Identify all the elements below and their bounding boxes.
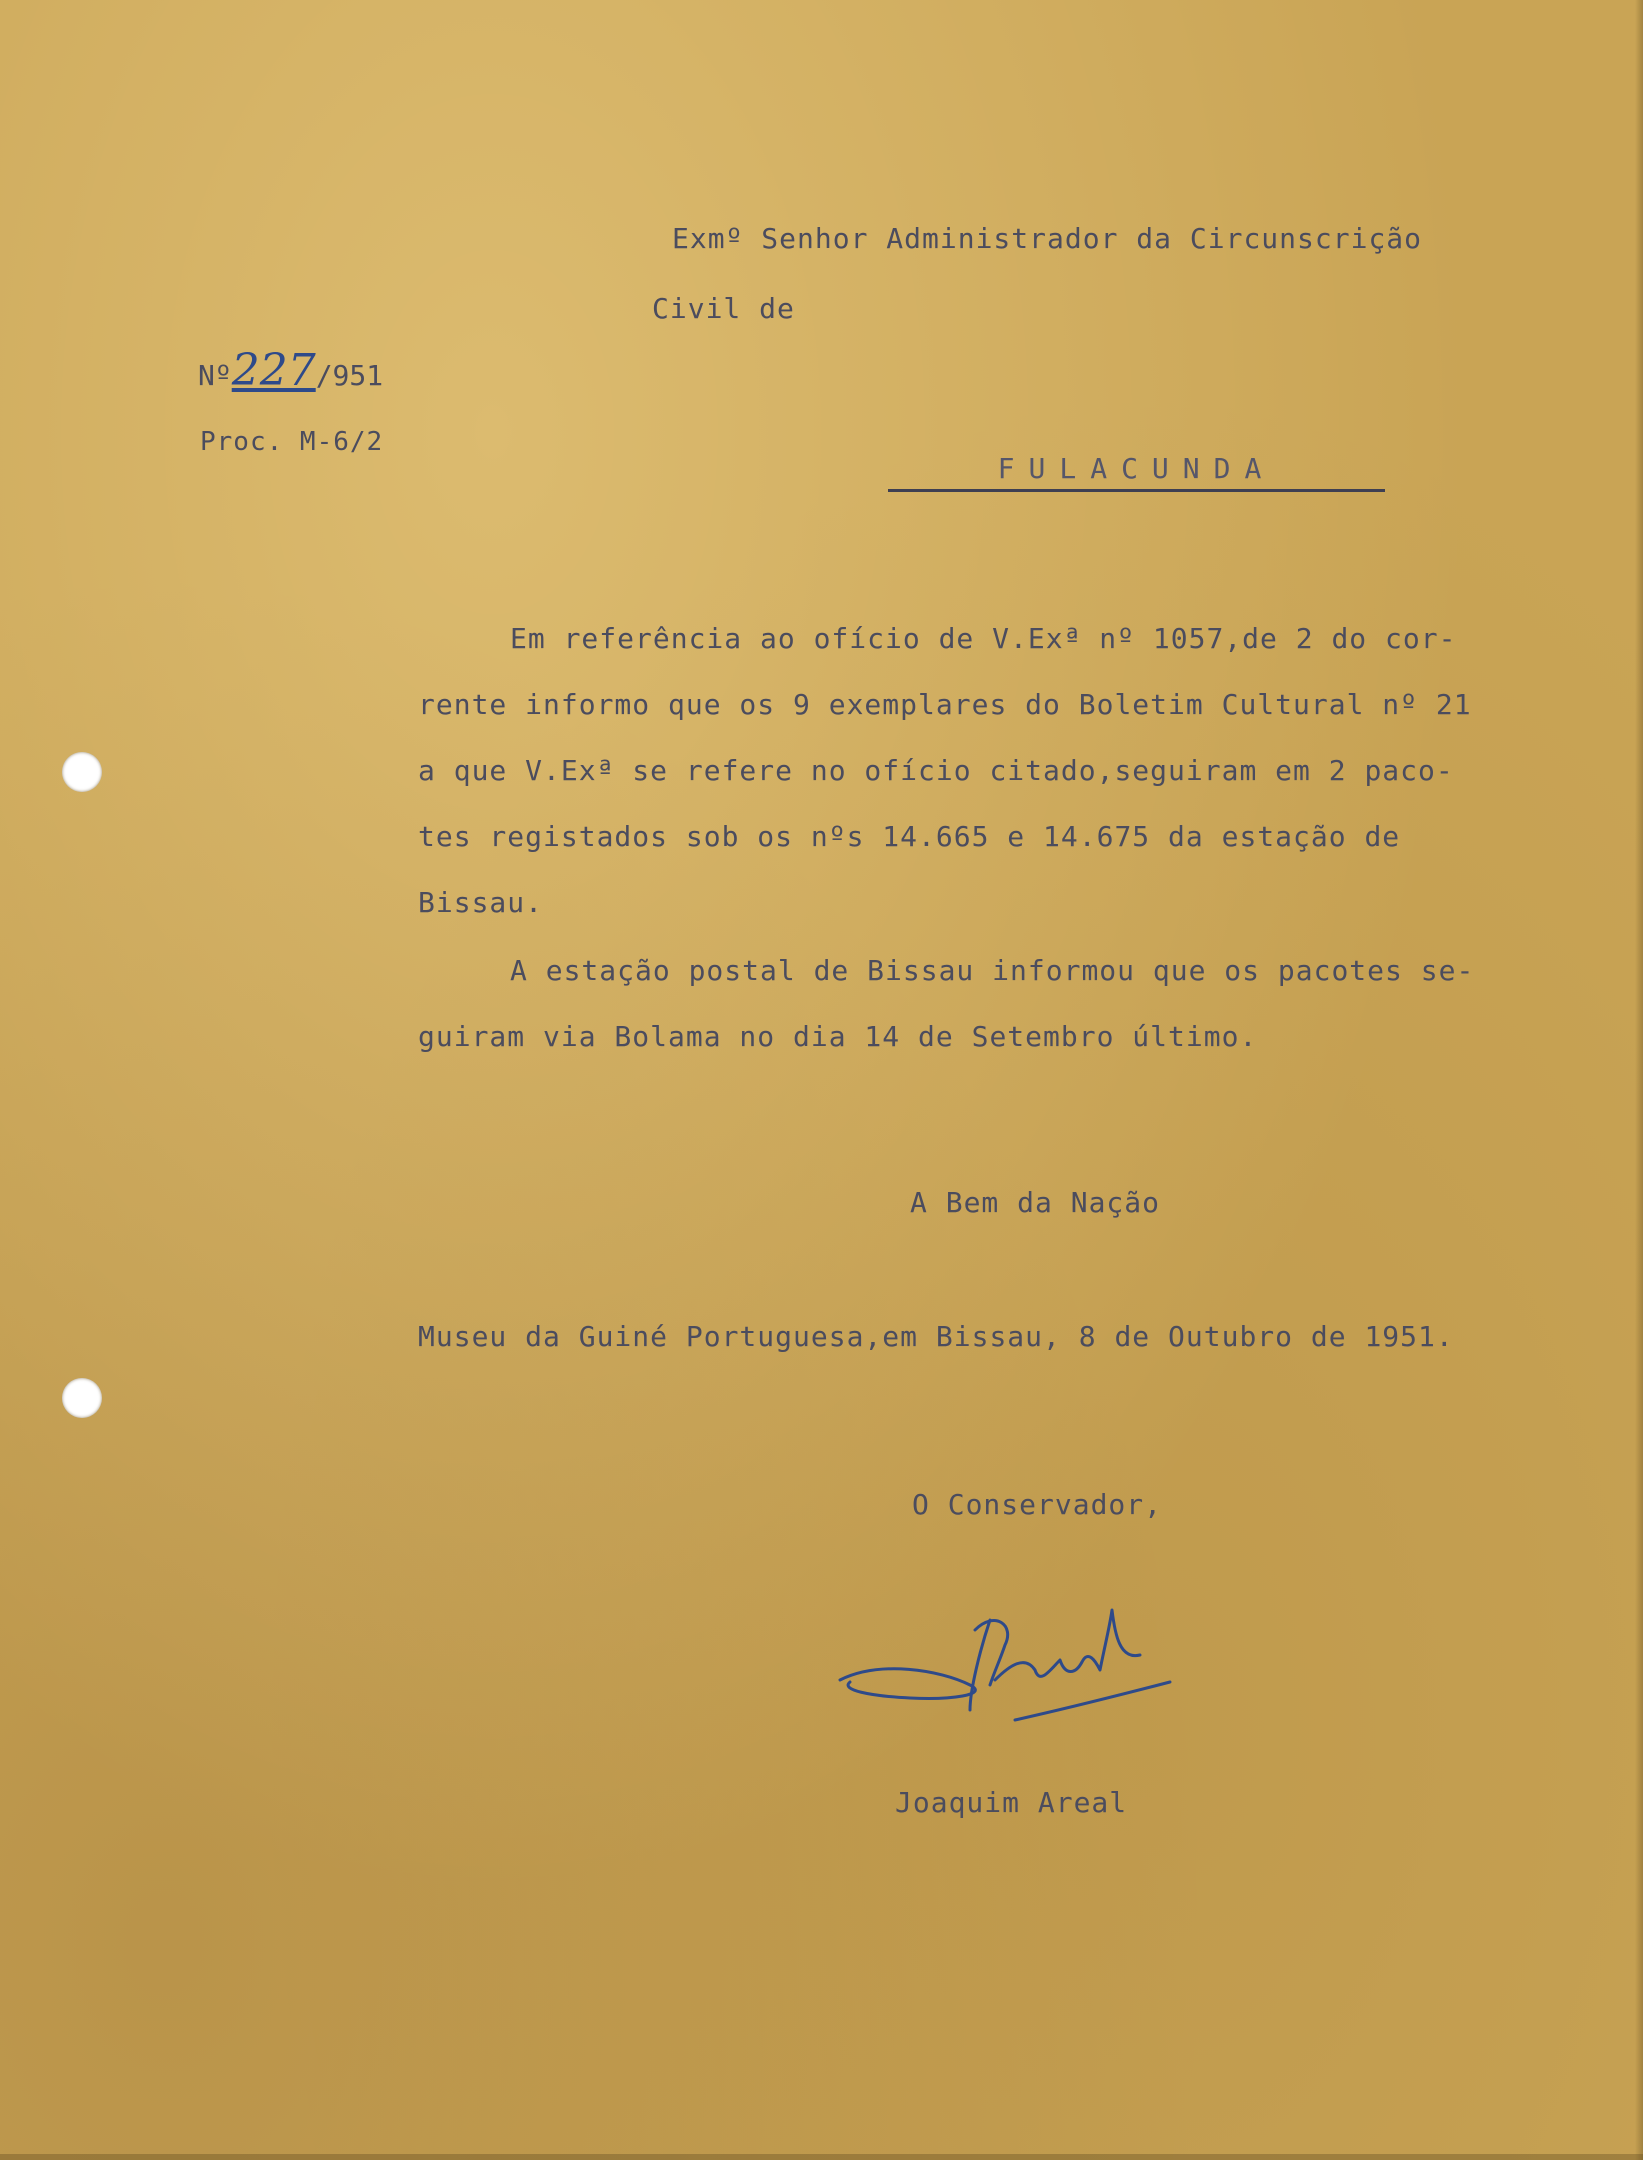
destination-place: FULACUNDA — [888, 452, 1385, 492]
punch-hole-top — [62, 752, 102, 792]
body-line-2: rente informo que os 9 exemplares do Boletim Cultural nº 21 — [418, 688, 1472, 721]
addressee-line-2: Civil de — [652, 292, 795, 325]
body-line-5: Bissau. — [418, 886, 544, 919]
addressee-line-1: Exmº Senhor Administrador da Circunscrição — [672, 222, 1423, 255]
body-line-7: guiram via Bolama no dia 14 de Setembro último. — [418, 1020, 1258, 1053]
reference-prefix: Nº — [198, 359, 232, 392]
page-edge-shadow — [1635, 0, 1643, 2160]
body-line-4: tes registados sob os nºs 14.665 e 14.675 da estação de — [418, 820, 1401, 853]
page-bottom-shadow — [0, 2154, 1643, 2160]
body-line-6: A estação postal de Bissau informou que os pacotes se- — [510, 954, 1475, 987]
punch-hole-bottom — [62, 1378, 102, 1418]
signatory-name: Joaquim Areal — [895, 1786, 1128, 1819]
place-and-date: Museu da Guiné Portuguesa,em Bissau, 8 de Outubro de 1951. — [418, 1320, 1454, 1353]
signatory-title: O Conservador, — [912, 1488, 1163, 1521]
process-reference: Proc. M-6/2 — [200, 427, 384, 457]
closing-salutation: A Bem da Nação — [910, 1186, 1161, 1219]
handwritten-signature — [820, 1590, 1180, 1740]
reference-year: /951 — [315, 359, 384, 392]
reference-number — [198, 345, 383, 396]
body-line-3: a que V.Exª se refere no ofício citado,seguiram em 2 paco- — [418, 754, 1454, 787]
handwritten-reference-number: 227 — [231, 345, 316, 396]
body-line-1: Em referência ao ofício de V.Exª nº 1057,de 2 do cor- — [510, 622, 1457, 655]
